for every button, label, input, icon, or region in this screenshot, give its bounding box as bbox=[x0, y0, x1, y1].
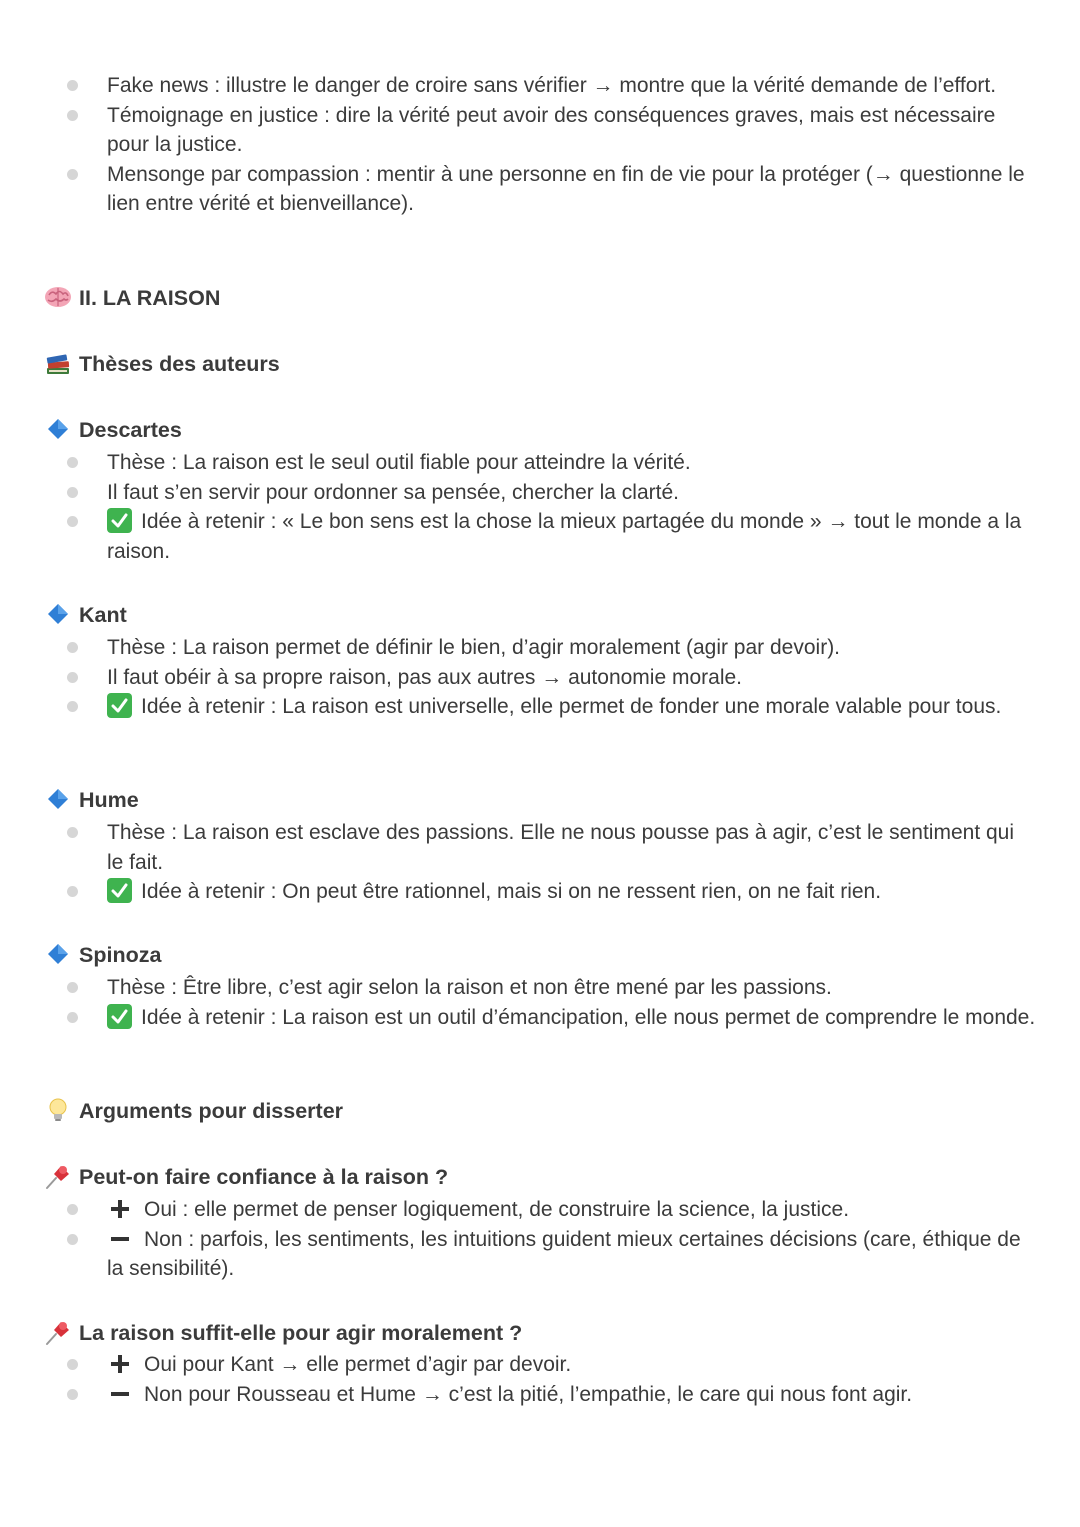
intro-list-block bbox=[0, 71, 1080, 219]
bullet-dot bbox=[67, 672, 78, 683]
kant-list-block bbox=[0, 633, 1080, 722]
spinoza-list-block bbox=[0, 973, 1080, 1032]
author-heading-descartes: Descartes bbox=[44, 415, 182, 444]
list-item: Idée à retenir : « Le bon sens est la chose la mieux partagée du monde » → tout le monde a la raison. bbox=[0, 507, 1080, 566]
list-item: Thèse : Être libre, c’est agir selon la raison et non être mené par les passions. bbox=[0, 973, 1080, 1003]
section-heading: II. LA RAISON bbox=[44, 283, 220, 312]
minus-icon bbox=[107, 1383, 133, 1405]
books-icon bbox=[44, 349, 72, 377]
blue-diamond-icon bbox=[44, 600, 72, 628]
bullet-dot bbox=[67, 1204, 78, 1215]
q1-list bbox=[0, 1195, 1080, 1284]
bullet-dot bbox=[67, 886, 78, 897]
blue-diamond-icon bbox=[44, 415, 72, 443]
list-item: Mensonge par compassion : mentir à une personne en fin de vie pour la protéger (→ questionne le lien entre vérité et bienveillance). bbox=[0, 160, 1080, 219]
check-mark-icon bbox=[107, 693, 132, 718]
bullet-dot bbox=[67, 457, 78, 468]
spinoza-list bbox=[0, 973, 1080, 1032]
list-item: Thèse : La raison est le seul outil fiable pour atteindre la vérité. bbox=[0, 448, 1080, 478]
bullet-dot bbox=[67, 169, 78, 180]
theses-heading: Thèses des auteurs bbox=[44, 349, 280, 378]
list-item: Non pour Rousseau et Hume → c’est la pitié, l’empathie, le care qui nous font agir. bbox=[0, 1380, 1080, 1410]
list-item: Oui : elle permet de penser logiquement, de construire la science, la justice. bbox=[0, 1195, 1080, 1225]
list-item: Idée à retenir : La raison est universelle, elle permet de fonder une morale valable pour tous. bbox=[0, 692, 1080, 722]
lightbulb-icon bbox=[44, 1096, 72, 1124]
bullet-dot bbox=[67, 642, 78, 653]
pushpin-icon bbox=[44, 1162, 72, 1190]
bullet-dot bbox=[67, 701, 78, 712]
q2-list-block bbox=[0, 1350, 1080, 1409]
bullet-dot bbox=[67, 1234, 78, 1245]
hume-list-block bbox=[0, 818, 1080, 907]
author-heading-kant: Kant bbox=[44, 600, 127, 629]
question-heading-morality: La raison suffit-elle pour agir moralement ? bbox=[44, 1318, 522, 1347]
check-mark-icon bbox=[107, 508, 132, 533]
bullet-dot bbox=[67, 1359, 78, 1370]
list-item: Il faut s’en servir pour ordonner sa pensée, chercher la clarté. bbox=[0, 478, 1080, 508]
bullet-dot bbox=[67, 1012, 78, 1023]
bullet-dot bbox=[67, 516, 78, 527]
check-mark-icon bbox=[107, 878, 132, 903]
bullet-dot bbox=[67, 110, 78, 121]
plus-icon bbox=[107, 1353, 133, 1375]
list-item: Idée à retenir : La raison est un outil d’émancipation, elle nous permet de comprendre le monde. bbox=[0, 1003, 1080, 1033]
minus-icon bbox=[107, 1228, 133, 1250]
question-heading-trust: Peut-on faire confiance à la raison ? bbox=[44, 1162, 448, 1191]
author-heading-hume: Hume bbox=[44, 785, 139, 814]
list-item: Idée à retenir : On peut être rationnel, mais si on ne ressent rien, on ne fait rien. bbox=[0, 877, 1080, 907]
plus-icon bbox=[107, 1198, 133, 1220]
q2-list bbox=[0, 1350, 1080, 1409]
list-item: Thèse : La raison est esclave des passions. Elle ne nous pousse pas à agir, c’est le sentiment qui le fait. bbox=[0, 818, 1080, 877]
bullet-dot bbox=[67, 80, 78, 91]
intro-list bbox=[0, 71, 1080, 219]
bullet-dot bbox=[67, 487, 78, 498]
arguments-heading: Arguments pour disserter bbox=[44, 1096, 343, 1125]
hume-list bbox=[0, 818, 1080, 907]
kant-list bbox=[0, 633, 1080, 722]
brain-icon bbox=[44, 283, 72, 311]
list-item: Oui pour Kant → elle permet d’agir par devoir. bbox=[0, 1350, 1080, 1380]
list-item: Il faut obéir à sa propre raison, pas aux autres → autonomie morale. bbox=[0, 663, 1080, 693]
bullet-dot bbox=[67, 982, 78, 993]
list-item: Thèse : La raison permet de définir le bien, d’agir moralement (agir par devoir). bbox=[0, 633, 1080, 663]
check-mark-icon bbox=[107, 1004, 132, 1029]
pushpin-icon bbox=[44, 1318, 72, 1346]
bullet-dot bbox=[67, 1389, 78, 1400]
descartes-list-block bbox=[0, 448, 1080, 566]
list-item: Fake news : illustre le danger de croire sans vérifier → montre que la vérité demande de l’effort. bbox=[0, 71, 1080, 101]
bullet-dot bbox=[67, 827, 78, 838]
q1-list-block bbox=[0, 1195, 1080, 1284]
blue-diamond-icon bbox=[44, 785, 72, 813]
author-heading-spinoza: Spinoza bbox=[44, 940, 161, 969]
blue-diamond-icon bbox=[44, 940, 72, 968]
descartes-list bbox=[0, 448, 1080, 566]
list-item: Non : parfois, les sentiments, les intuitions guident mieux certaines décisions (care, éthique de la sensibilité). bbox=[0, 1225, 1080, 1284]
list-item: Témoignage en justice : dire la vérité peut avoir des conséquences graves, mais est nécessaire pour la justice. bbox=[0, 101, 1080, 160]
